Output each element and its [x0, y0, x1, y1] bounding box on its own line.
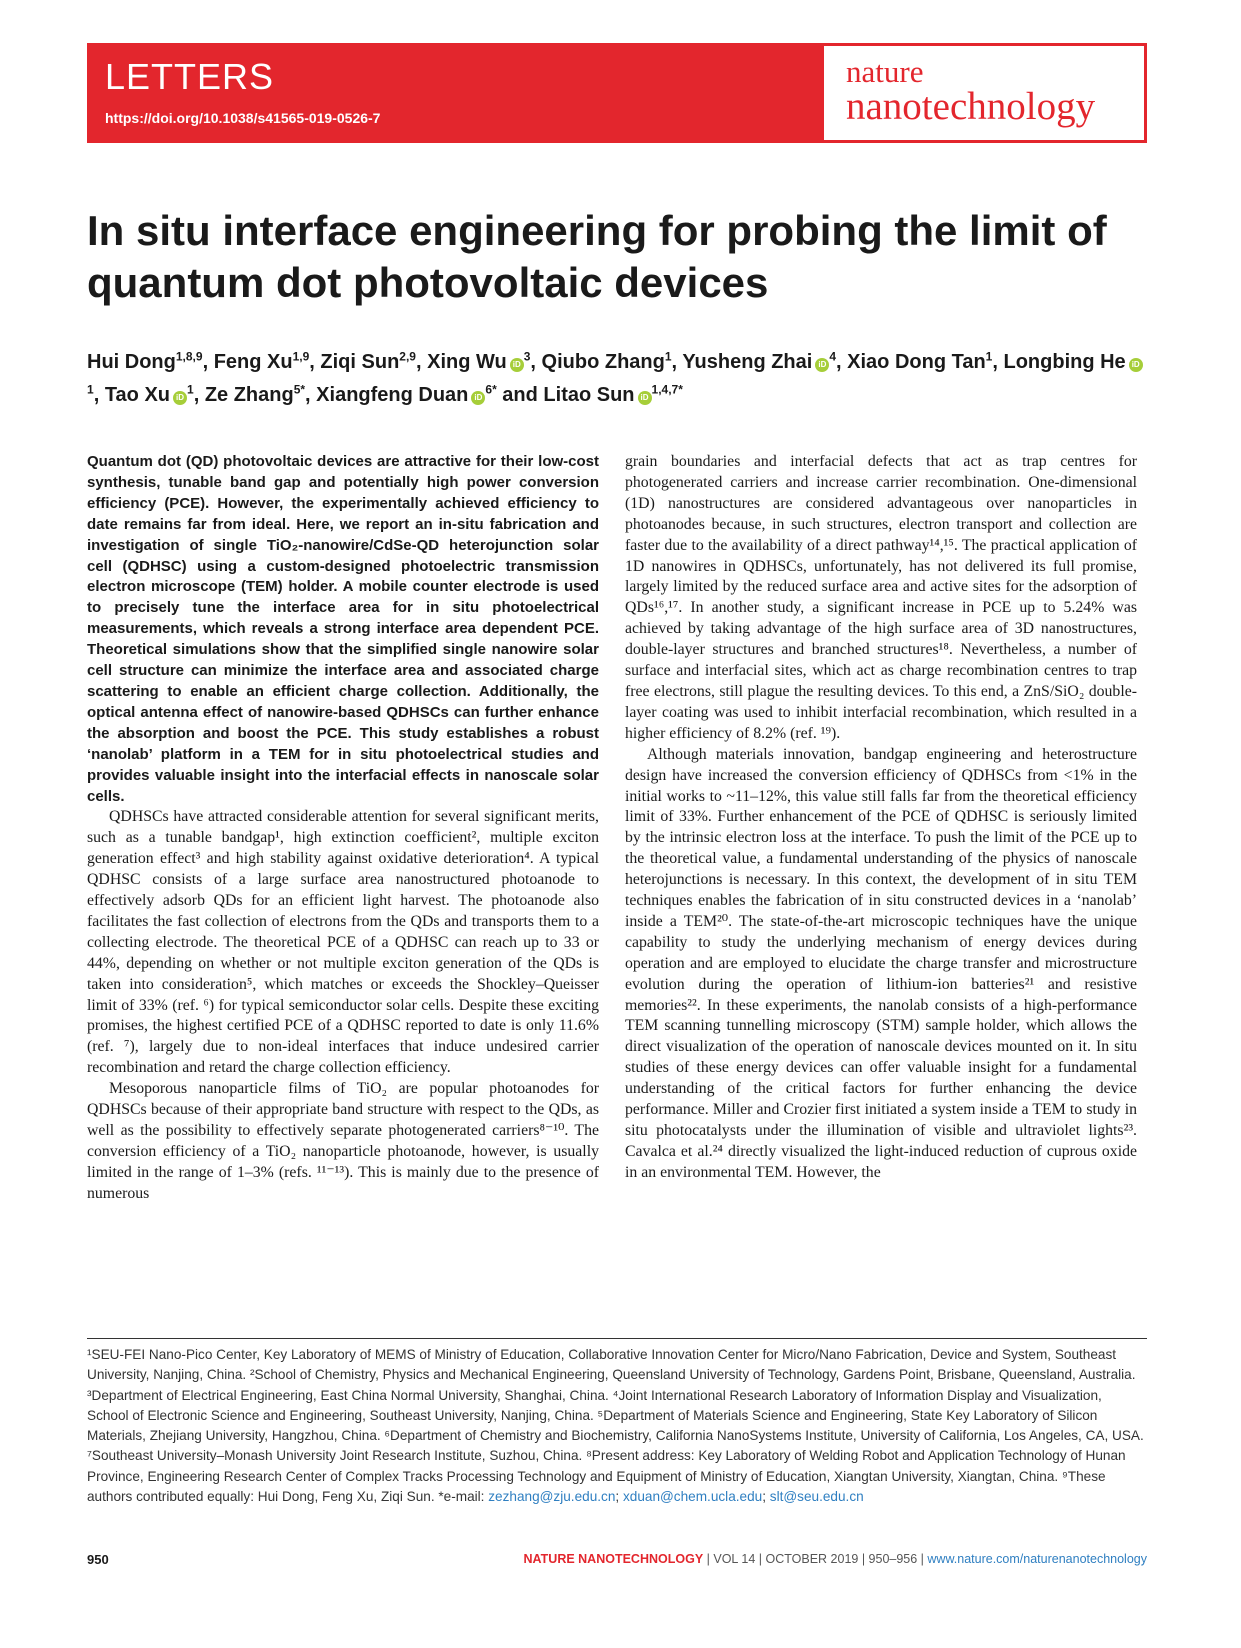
journal-logo-line1: nature [846, 54, 924, 89]
orcid-icon[interactable]: iD [638, 391, 652, 405]
author [205, 384, 305, 406]
journal-logo [824, 46, 1144, 140]
author-affiliation: 2,9 [399, 349, 416, 364]
affiliations-divider [87, 1338, 1147, 1339]
author-affiliation: 3 [523, 349, 531, 364]
footer-journal: NATURE NANOTECHNOLOGY [523, 1552, 704, 1566]
author-name: Feng Xu [213, 351, 293, 373]
author [542, 351, 672, 373]
orcid-icon[interactable]: iD [173, 391, 187, 405]
abstract: Quantum dot (QD) photovoltaic devices are attractive for their low-cost synthesis, tunable band gap and potentially high power conversion efficiency (PCE). However, the experimentally achieved efficiency to date remains far from ideal. Here, we report an in-situ fabrication and investigation of single TiO₂-nanowire/CdSe-QD heterojunction solar cell (QDHSC) using a custom-designed photoelectric transmission electron microscope (TEM) holder. A mobile counter electrode is used to precisely tune the interface area for in situ photoelectrical measurements, which reveals a strong interface area dependent PCE. Theoretical simulations show that the simplified single nanowire solar cell structure can minimize the interface area and associated charge scattering to enable an efficient charge collection. Additionally, the optical antenna effect of nanowire-based QDHSCs can further enhance the absorption and boost the PCE. This study establishes a robust ‘nanolab’ platform in a TEM for in situ photoelectrical studies and provides valuable insight into the interfacial effects in nanoscale solar cells. [87, 453, 599, 805]
author-list: Hui Dong$^{1,8,9}$, Feng Xu$^{1,9}$, Ziqi Sun$^{2,9}$, Xing Wu $iD^3$, Qiubo Zhang$^1$, Yusheng Zhai $iD^4$, Xiao Dong Tan$^1$, Longbing He $iD^1$, Tao Xu $iD^1$, Ze Zhang$^{5*}$, Xiangfeng Duan $iD^{6*}$ and Litao Sun $iD^{1,4,7*}$ [87, 346, 1147, 412]
author-name: Xing Wu [427, 351, 507, 373]
author-name: Longbing He [1003, 351, 1126, 373]
author-affiliation: 4 [829, 349, 837, 364]
author [87, 351, 203, 373]
right-column [625, 452, 1137, 1184]
author [105, 384, 194, 406]
author-affiliation: 1 [985, 349, 993, 364]
author-name: Hui Dong [87, 351, 176, 373]
author-name: Xiangfeng Duan [316, 384, 469, 406]
author [316, 384, 497, 406]
author-name: Ziqi Sun [320, 351, 400, 373]
author-name: Qiubo Zhang [541, 351, 665, 373]
email-link[interactable]: xduan@chem.ucla.edu [622, 1489, 763, 1505]
author [320, 351, 416, 373]
footer-issue: | VOL 14 | OCTOBER 2019 | 950–956 | [703, 1552, 928, 1566]
affiliations-text: ¹SEU-FEI Nano-Pico Center, Key Laboratory of MEMS of Ministry of Education, Collaborative Innovation Center for Micro/Nano Fabrication, Device and System, Southeast University, Nanjing, China. ²School of Chemistry, Physics and Mechanical Engineering, Queensland University of Technology, Gardens Point, Brisbane, Queensland, Australia. ³Department of Electrical Engineering, East China Normal University, Shanghai, China. ⁴Joint International Research Laboratory of Information Display and Visualization, School of Electronic Science and Engineering, Southeast University, Nanjing, China. ⁵Department of Materials Science and Engineering, State Key Laboratory of Silicon Materials, Zhejiang University, Hangzhou, China. ⁶Department of Chemistry and Biochemistry, California NanoSystems Institute, University of California, Los Angeles, CA, USA. ⁷Southeast University–Monash University Joint Research Institute, Suzhou, China. ⁸Present address: Key Laboratory of Welding Robot and Application Technology of Hunan Province, Engineering Research Center of Complex Tracks Processing Technology and Equipment of Ministry of Education, Xiangtan University, Xiangtan, China. ⁹These authors contributed equally: Hui Dong, Feng Xu, Ziqi Sun. *e-mail: [87, 1347, 1144, 1505]
author-affiliation: 6* [485, 382, 497, 397]
orcid-icon[interactable]: iD [510, 358, 524, 372]
footer-url[interactable]: www.nature.com/naturenanotechnology [927, 1552, 1147, 1566]
footer-citation [524, 1552, 1147, 1566]
body-paragraph: QDHSCs have attracted considerable attention for several significant merits, such as a tunable bandgap¹, high extinction coefficient², multiple exciton generation effect³ and high stability against oxidative deterioration⁴. A typical QDHSC consists of a large surface area nanostructured photoanode to effectively adsorb QDs for an efficient light harvest. The photoanode also facilitates the fast collection of electrons from the QDs and transports them to a collecting electrode. The theoretical PCE of a QDHSC can reach up to 33 or 44%, depending on whether or not multiple exciton generation of the QDs is taken into consideration⁵, which matches or exceeds the Shockley–Queisser limit of 33% (ref. ⁶) for typical semiconductor solar cells. Despite these exciting promises, the highest certified PCE of a QDHSC reported to date is only 11.6% (ref. ⁷), largely due to non-ideal interfaces that induce undesired carrier recombination and retard the charge collection efficiency. [87, 808, 599, 1077]
orcid-icon[interactable]: iD [471, 391, 485, 405]
author [427, 351, 530, 373]
section-label: LETTERS [105, 56, 275, 97]
doi-link[interactable]: https://doi.org/10.1038/s41565-019-0526-7 [105, 110, 381, 126]
journal-logo-line2: nanotechnology [846, 85, 1096, 128]
author [847, 351, 992, 373]
author-affiliation: 1,8,9 [175, 349, 203, 364]
author-affiliation: 1,9 [292, 349, 310, 364]
author-affiliation: 1 [664, 349, 672, 364]
article-title: In situ interface engineering for probing the limit of quantum dot photovoltaic devices [87, 207, 1107, 306]
author-name: Tao Xu [104, 384, 170, 406]
page-number: 950 [87, 1552, 109, 1567]
author [214, 351, 310, 373]
author [682, 351, 836, 373]
affiliations: ¹SEU-FEI Nano-Pico Center, Key Laboratory of MEMS of Ministry of Education, Collaborative Innovation Center for Micro/Nano Fabrication, Device and System, Southeast University, Nanjing, China. ²School of Chemistry, Physics and Mechanical Engineering, Queensland University of Technology, Gardens Point, Brisbane, Queensland, Australia. ³Department of Electrical Engineering, East China Normal University, Shanghai, China. ⁴Joint International Research Laboratory of Information Display and Visualization, School of Electronic Science and Engineering, Southeast University, Nanjing, China. ⁵Department of Materials Science and Engineering, State Key Laboratory of Silicon Materials, Zhejiang University, Hangzhou, China. ⁶Department of Chemistry and Biochemistry, California NanoSystems Institute, University of California, Los Angeles, CA, USA. ⁷Southeast University–Monash University Joint Research Institute, Suzhou, China. ⁸Present address: Key Laboratory of Welding Robot and Application Technology of Hunan Province, Engineering Research Center of Complex Tracks Processing Technology and Equipment of Ministry of Education, Xiangtan University, Xiangtan, China. ⁹These authors contributed equally: Hui Dong, Feng Xu, Ziqi Sun. *e-mail: zezhang@zju.edu.cn; xduan@chem.ucla.edu; slt@seu.edu.cn [87, 1347, 1144, 1505]
author-name: Litao Sun [543, 384, 635, 406]
header-banner [87, 43, 1147, 143]
orcid-icon[interactable]: iD [815, 358, 829, 372]
author-affiliation: 5* [293, 382, 306, 397]
left-column [87, 452, 599, 1205]
body-paragraph: grain boundaries and interfacial defects that act as trap centres for photogenerated carriers and increase carrier recombination. One-dimensional (1D) nanostructures are considered advantageous over nanoparticles in photoanodes because, in such structures, electron transport and collection are faster due to the availability of a direct pathway¹⁴,¹⁵. The practical application of 1D nanowires in QDHSCs, unfortunately, has not delivered its full promise, largely limited by the reduced surface area and active sites for the adsorption of QDs¹⁶,¹⁷. In another study, a significant increase in PCE up to 5.24% was achieved by taking advantage of the high surface area of 3D nanostructures, double-layer structures and branched structures¹⁸. Nevertheless, a number of surface and interfacial sites, which act as charge recombination centres to trap free electrons, still plague the resulting devices. To this end, a ZnS/SiO₂ double-layer coating was used to inhibit interfacial recombination, which resulted in a higher efficiency of 8.2% (ref. ¹⁹). [625, 453, 1137, 742]
body-paragraph: Mesoporous nanoparticle films of TiO₂ are popular photoanodes for QDHSCs because of their appropriate band structure with respect to the QDs, as well as the possibility to effectively separate photogenerated carriers⁸⁻¹⁰. The conversion efficiency of a TiO₂ nanoparticle photoanode, however, is usually limited in the range of 1–3% (refs. ¹¹⁻¹³). This is mainly due to the presence of numerous [87, 1080, 599, 1202]
author-name: Yusheng Zhai [682, 351, 813, 373]
body-paragraph: Although materials innovation, bandgap engineering and heterostructure design have increased the conversion efficiency of QDHSCs from <1% in the initial works to ~11–12%, this value still falls far from the theoretical efficiency limit of 33%. Further enhancement of the PCE of QDHSC is seriously limited by the intrinsic electron loss at the interface. To push the limit of the PCE up to the theoretical value, a fundamental understanding of the physics of nanoscale heterojunctions is necessary. In this context, the development of in situ TEM techniques enables the fabrication of in situ constructed devices in a ‘nanolab’ inside a TEM²⁰. The state-of-the-art microscopic techniques have the unique capability to study the underlying mechanism of energy devices during operation and are employed to elucidate the charge transfer and microstructure evolution during the operation of lithium-ion batteries²¹ and resistive memories²². In these experiments, the nanolab consists of a high-performance TEM scanning tunnelling microscopy (STM) sample holder, which allows the direct visualization of the operation of nanoscale devices mounted on it. In situ studies of these energy devices can offer valuable insight for a fundamental understanding of the critical factors for further enhancing the device performance. Miller and Crozier first initiated a system inside a TEM to study in situ photocatalysts under the illumination of visible and ultraviolet lights²³. Cavalca et al.²⁴ directly visualized the light-induced reduction of cuprous oxide in an environmental TEM. However, the [625, 745, 1137, 1181]
author-affiliation: 1 [87, 382, 94, 397]
email-link[interactable]: slt@seu.edu.cn [769, 1489, 864, 1505]
author [543, 384, 682, 406]
orcid-icon[interactable]: iD [1129, 358, 1143, 372]
author-affiliation: 1 [187, 382, 194, 397]
email-link[interactable]: zezhang@zju.edu.cn [488, 1489, 616, 1505]
author-name: Ze Zhang [204, 384, 294, 406]
author-name: Xiao Dong Tan [847, 351, 986, 373]
author-affiliation: 1,4,7* [651, 382, 683, 397]
